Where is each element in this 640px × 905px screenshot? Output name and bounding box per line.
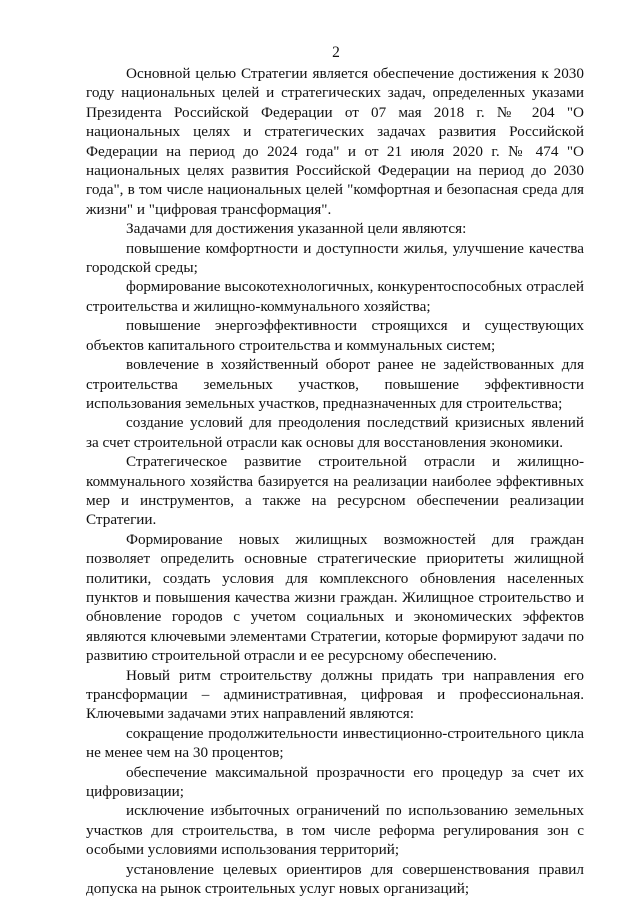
paragraph: создание условий для преодоления последствий кризисных явлений за счет строительной отрасли как основы для восстановления экономики. <box>86 414 584 451</box>
paragraph: вовлечение в хозяйственный оборот ранее не задействованных для строительства земельных участков, повышение эффективности использования земельных участков, предназначенных для строительства; <box>86 356 584 412</box>
paragraph: сокращение продолжительности инвестиционно-строительного цикла не менее чем на 30 процентов; <box>86 724 584 762</box>
paragraph: исключение избыточных ограничений по использованию земельных участков для строительства, в том числе реформа регулирования зон с особыми условиями использования территорий; <box>86 802 584 859</box>
paragraph: формирование высокотехнологичных, конкурентоспособных отраслей строительства и жилищно-коммунального хозяйства; <box>86 278 584 315</box>
paragraph: Формирование новых жилищных возможностей для граждан позволяет определить основные стратегические приоритеты жилищной политики, создать условия для комплексного обновления населенных пунктов и повышения качества жизни граждан. Жилищное строительство и обновление городов с учетом социальных и экономических эффектов являются ключевыми элементами Стратегии, которые формируют задачи по развитию строительной отрасли и ее ресурсному обеспечению. <box>86 530 584 665</box>
paragraph: Задачами для достижения указанной цели являются: <box>126 220 467 238</box>
paragraph: установление целевых ориентиров для совершенствования правил допуска на рынок строительных услуг новых организаций; <box>86 860 584 898</box>
document-body <box>86 64 584 898</box>
paragraph: Новый ритм строительству должны придать три направления его трансформации – административная, цифровая и профессиональная. Ключевыми задачами этих направлений являются: <box>86 666 584 723</box>
paragraph: повышение энергоэффективности строящихся и существующих объектов капитального строительства и коммунальных систем; <box>86 317 584 354</box>
page-number: 2 <box>332 44 340 61</box>
paragraph: Основной целью Стратегии является обеспечение достижения к 2030 году национальных целей и стратегических задач, определенных указами Президента Российской Федерации от 07 мая 2018 г. № 204 "О национальных целях и стратегических задачах развития Российской Федерации на период до 2024 года" и от 21 июля 2020 г. № 474 "О национальных целях развития Российской Федерации на период до 2030 года", в том числе национальных целей "комфортная и безопасная среда для жизни" и "цифровая трансформация". <box>86 65 584 218</box>
paragraph: повышение комфортности и доступности жилья, улучшение качества городской среды; <box>86 239 584 277</box>
paragraph: обеспечение максимальной прозрачности его процедур за счет их цифровизации; <box>86 763 584 801</box>
paragraph: Стратегическое развитие строительной отрасли и жилищно-коммунального хозяйства базируется на реализации наиболее эффективных мер и инструментов, а также на ресурсном обеспечении реализации Стратегии. <box>86 453 584 529</box>
